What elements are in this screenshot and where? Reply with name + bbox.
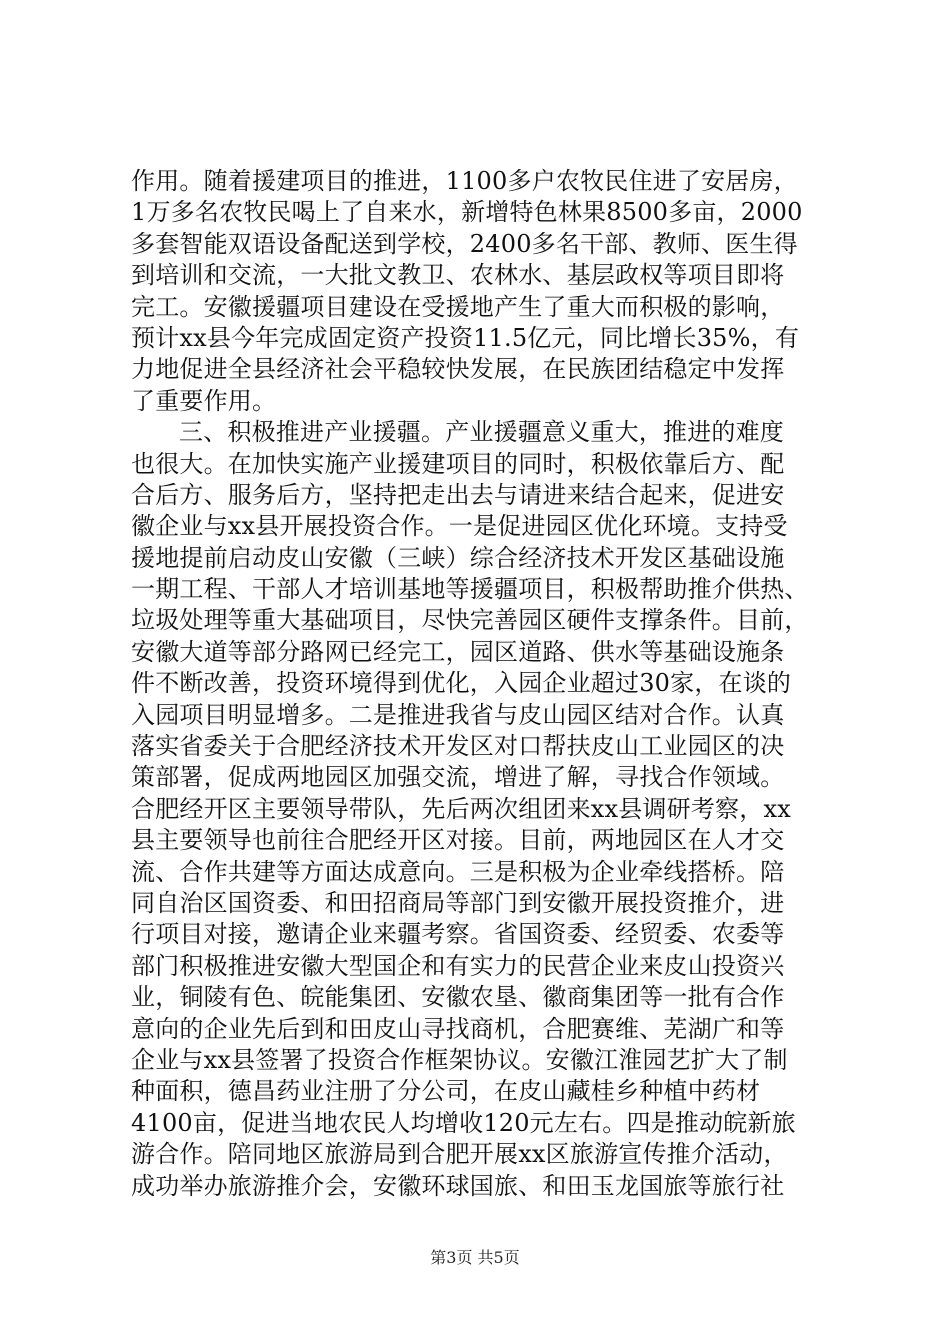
text-line: 完工。安徽援疆项目建设在受援地产生了重大而积极的影响，	[131, 292, 785, 321]
text-line: 县主要领导也前往合肥经开区对接。目前，两地园区在人才交	[131, 826, 785, 855]
text-line: 部门积极推进安徽大型国企和有实力的民营企业来皮山投资兴	[131, 951, 785, 980]
text-line: 策部署，促成两地园区加强交流，增进了解，寻找合作领域。	[131, 763, 785, 792]
text-line: 到培训和交流，一大批文教卫、农林水、基层政权等项目即将	[131, 261, 785, 290]
text-line: 成功举办旅游推介会，安徽环球国旅、和田玉龙国旅等旅行社	[131, 1171, 785, 1200]
paragraph-start-line: 三、积极推进产业援疆。产业援疆意义重大，推进的难度	[179, 418, 784, 447]
text-line: 作用。随着援建项目的推进，1100多户农牧民住进了安居房，	[131, 167, 798, 195]
text-line: 企业与xx县签署了投资合作框架协议。安徽江淮园艺扩大了制	[131, 1045, 788, 1074]
text-line: 力地促进全县经济社会平稳较快发展，在民族团结稳定中发挥	[131, 355, 785, 384]
text-line: 一期工程、干部人才培训基地等援疆项目，积极帮助推介供热、	[131, 575, 809, 604]
text-line: 预计xx县今年完成固定资产投资11.5亿元，同比增长35%，有	[131, 323, 800, 352]
text-line: 援地提前启动皮山安徽（三峡）综合经济技术开发区基础设施	[131, 543, 785, 572]
text-line: 意向的企业先后到和田皮山寻找商机，合肥赛维、芜湖广和等	[131, 1014, 785, 1043]
text-line: 1万多名农牧民喝上了自来水，新增特色林果8500多亩，2000	[131, 198, 803, 227]
text-line: 合后方、服务后方，坚持把走出去与请进来结合起来，促进安	[131, 480, 785, 509]
text-line: 合肥经开区主要领导带队，先后两次组团来xx县调研考察，xx	[131, 794, 791, 823]
text-line: 种面积，德昌药业注册了分公司，在皮山藏桂乡种植中药材	[131, 1077, 761, 1106]
text-line: 游合作。陪同地区旅游局到合肥开展xx区旅游宣传推介活动，	[131, 1140, 788, 1169]
text-line: 件不断改善，投资环境得到优化，入园企业超过30家，在谈的	[131, 669, 792, 698]
text-line: 了重要作用。	[131, 386, 277, 415]
text-line: 同自治区国资委、和田招商局等部门到安徽开展投资推介，进	[131, 888, 785, 917]
text-line: 行项目对接，邀请企业来疆考察。省国资委、经贸委、农委等	[131, 920, 785, 949]
text-line: 安徽大道等部分路网已经完工，园区道路、供水等基础设施条	[131, 637, 785, 666]
text-line: 4100亩，促进当地农民人均增收120元左右。四是推动皖新旅	[131, 1108, 796, 1137]
text-line: 落实省委关于合肥经济技术开发区对口帮扶皮山工业园区的决	[131, 732, 785, 761]
text-line: 垃圾处理等重大基础项目，尽快完善园区硬件支撑条件。目前，	[131, 606, 809, 635]
text-line: 多套智能双语设备配送到学校，2400多名干部、教师、医生得	[131, 229, 798, 258]
text-line: 流、合作共建等方面达成意向。三是积极为企业牵线搭桥。陪	[131, 857, 785, 886]
text-line: 也很大。在加快实施产业援建项目的同时，积极依靠后方、配	[131, 449, 785, 478]
text-line: 入园项目明显增多。二是推进我省与皮山园区结对合作。认真	[131, 700, 785, 729]
page-number-footer: 第3页 共5页	[430, 1248, 520, 1267]
text-line: 业，铜陵有色、皖能集团、安徽农垦、徽商集团等一批有合作	[131, 983, 785, 1012]
text-line: 徽企业与xx县开展投资合作。一是促进园区优化环境。支持受	[131, 512, 788, 541]
body-text	[131, 166, 831, 1202]
